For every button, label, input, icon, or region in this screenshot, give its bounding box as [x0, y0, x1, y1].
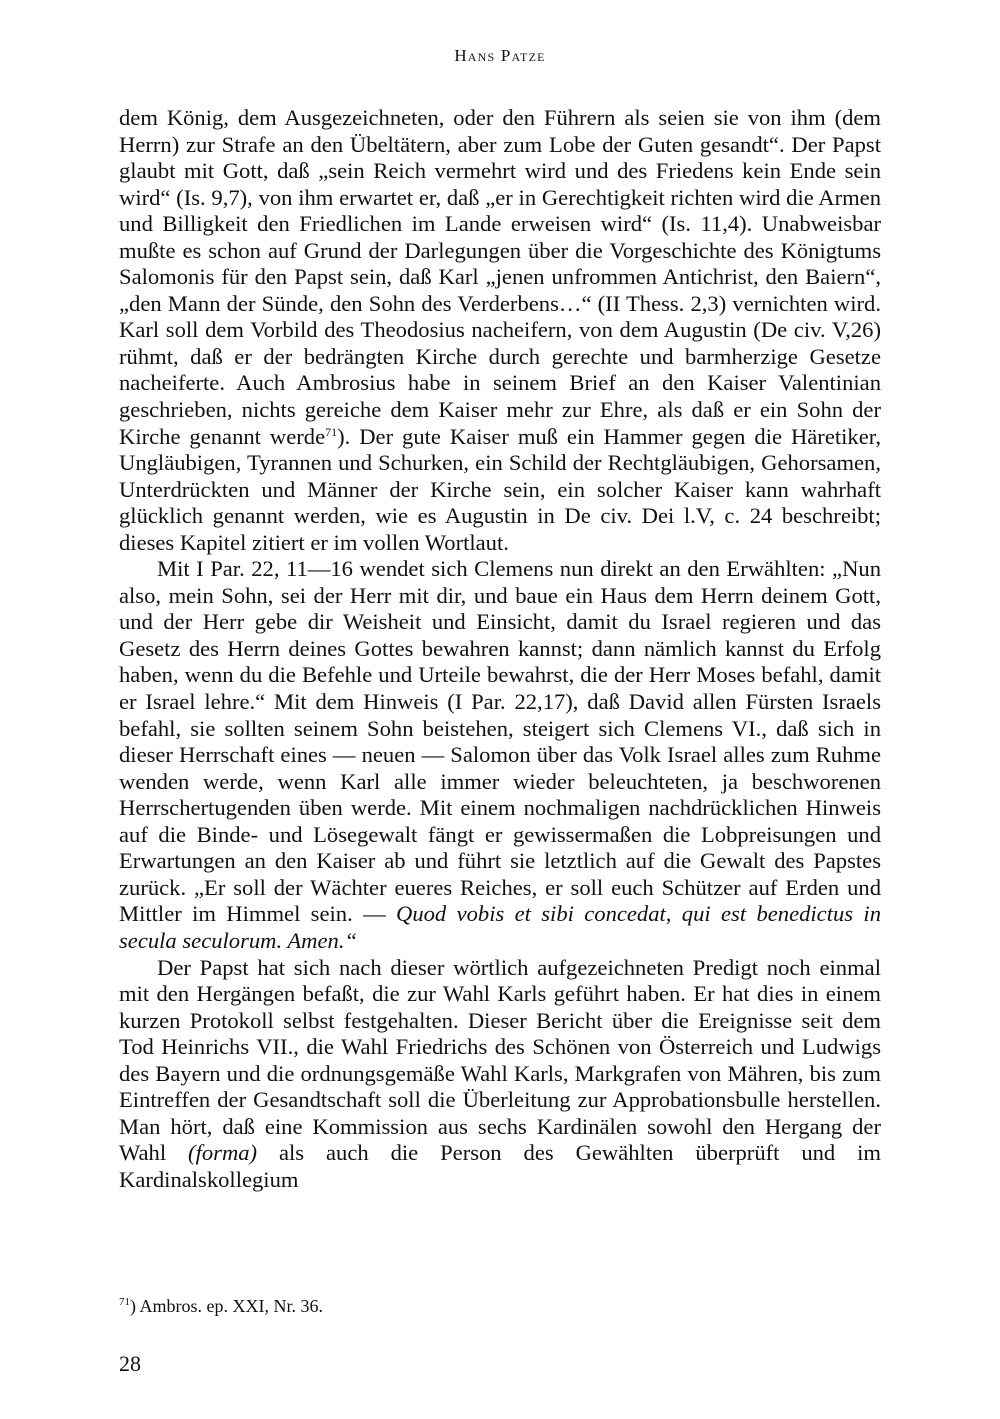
paragraph-3-text-after: als auch die Person des Gewählten überprüft und im Kardinalskollegium: [119, 1140, 881, 1192]
running-header: [0, 46, 1000, 66]
paragraph-2: [119, 556, 881, 954]
paragraph-1: [119, 105, 881, 556]
paragraph-3-italic-term: (forma): [188, 1140, 258, 1166]
paragraph-1-text-after: ). Der gute Kaiser muß ein Hammer gegen die Häretiker, Ungläubigen, Tyrannen und Schurken, ein Schild der Rechtgläubigen, Gehorsamen, Unterdrückten und Männer der Kirche sein, ein solcher Kaiser kann wahrhaft glücklich genannt werden, wie es Augustin in De civ. Dei l.V, c. 24 beschreibt; dieses Kapitel zitiert er im vollen Wortlaut.: [119, 423, 881, 555]
paragraph-2-text: Mit I Par. 22, 11—16 wendet sich Clemens nun direkt an den Erwählten: „Nun also, mein Sohn, sei der Herr mit dir, und baue ein Haus dem Herrn deinem Gott, und der Herr gebe dir Weisheit und Einsicht, damit du Israel regieren und das Gesetz des Herrn deines Gottes bewahren kannst; dann nämlich kannst du Erfolg haben, wenn du die Befehle und Urteile bewahrst, die der Herr Moses befahl, damit er Israel lehre.“ Mit dem Hinweis (I Par. 22,17), daß David allen Fürsten Israels befahl, sie sollten seinem Sohn beistehen, steigert sich Clemens VI., daß sich in dieser Herrschaft eines — neuen — Salomon über das Volk Israel alles zum Ruhme wenden werde, wenn Karl alle immer wieder beleuchteten, ja beschworenen Herrschertugenden üben werde. Mit einem nochmaligen nachdrücklichen Hinweis auf die Binde- und Lösegewalt fängt er gewissermaßen die Lobpreisungen und Erwartungen an den Kaiser ab und führt sie letztlich auf die Gewalt des Papstes zurück. „Er soll der Wächter eueres Reiches, er soll euch Schützer auf Erden und Mittler im Himmel sein. —: [119, 556, 881, 927]
paragraph-2-latin-quote: Quod vobis et sibi concedat, qui est benedictus in secula seculorum. Amen.“: [119, 901, 881, 953]
footnote-reference-71: 71: [325, 424, 338, 439]
paragraph-3: [119, 955, 881, 1194]
main-text: [119, 105, 881, 1193]
paragraph-1-text-before: dem König, dem Ausgezeichneten, oder den Führern als seien sie von ihm (dem Herrn) zur Strafe an den Übeltätern, aber zum Lobe der Guten gesandt“. Der Papst glaubt mit Gott, daß „sein Reich vermehrt wird und des Friedens kein Ende sein wird“ (Is. 9,7), von ihm erwartet er, daß „er in Gerechtigkeit richten wird die Armen und Billigkeit den Friedlichen im Lande erweisen wird“ (Is. 11,4). Unabweisbar mußte es schon auf Grund der Darlegungen über die Vorgeschichte des Königtums Salomonis für den Papst sein, daß Karl „jenen unfrommen Antichrist, den Baiern“, „den Mann der Sünde, den Sohn des Verderbens…“ (II Thess. 2,3) vernichten wird. Karl soll dem Vorbild des Theodosius nacheifern, von dem Augustin (De civ. V,26) rühmt, daß er der bedrängten Kirche durch gerechte und barmherzige Gesetze nacheiferte. Auch Ambrosius habe in seinem Brief an den Kaiser Valentinian geschrieben, nichts gereiche dem Kaiser mehr zur Ehre, als daß er ein Sohn der Kirche genannt werde: [119, 105, 881, 449]
page-number: 28: [119, 1351, 141, 1376]
footnote: [119, 1295, 881, 1317]
footnote-text: ) Ambros. ep. XXI, Nr. 36.: [130, 1296, 323, 1316]
running-title: Hans Patze: [454, 46, 546, 65]
paragraph-3-text-before: Der Papst hat sich nach dieser wörtlich aufgezeichneten Predigt noch einmal mit den Hergängen befaßt, die zur Wahl Karls geführt haben. Er hat dies in einem kurzen Protokoll selbst festgehalten. Dieser Bericht über die Ereignisse seit dem Tod Heinrichs VII., die Wahl Friedrichs des Schönen von Österreich und Ludwigs des Bayern und die ordnungsgemäße Wahl Karls, Markgrafen von Mähren, bis zum Eintreffen der Gesandtschaft soll die Überleitung zur Approbationsbulle herstellen. Man hört, daß eine Kommission aus sechs Kardinälen sowohl den Hergang der Wahl: [119, 954, 881, 1166]
footnote-number: 71: [119, 1296, 130, 1308]
